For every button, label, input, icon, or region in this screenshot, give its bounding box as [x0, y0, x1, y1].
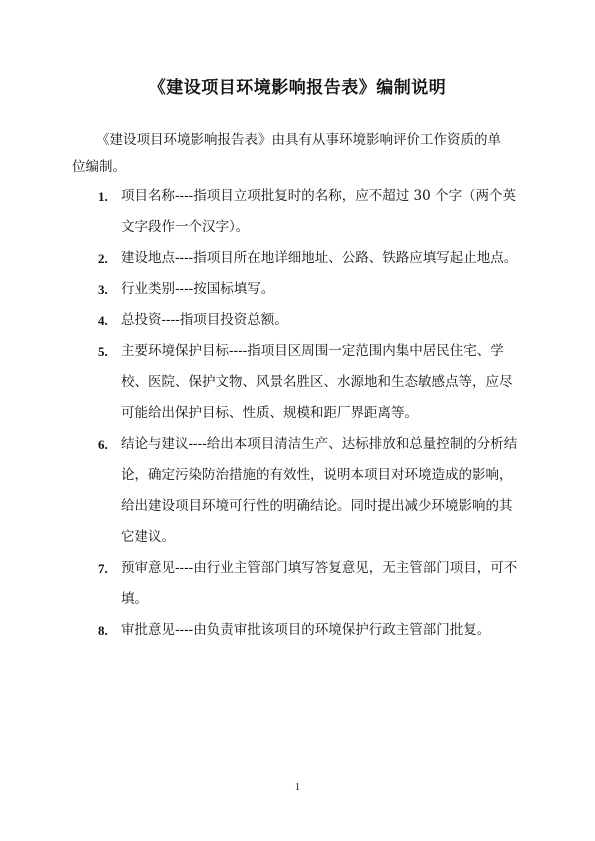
- list-item-line: 总投资----指项目投资总额。: [121, 312, 288, 328]
- document-title: 《建设项目环境影响报告表》编制说明: [148, 78, 447, 98]
- list-item-text: [121, 336, 531, 429]
- list-item-number: 5.: [98, 344, 108, 359]
- list-item-text: [121, 181, 531, 243]
- list-item-line: 结论与建议----给出本项目清洁生产、达标排放和总量控制的分析结: [121, 436, 518, 452]
- list-item-line: 论，确定污染防治措施的有效性，说明本项目对环境造成的影响，: [121, 467, 513, 483]
- list-item-text: [121, 243, 531, 274]
- list-item-text: [121, 615, 531, 646]
- list-item-line: 可能给出保护目标、性质、规模和距厂界距离等。: [121, 405, 418, 421]
- intro-line-2: 位编制。: [72, 159, 126, 175]
- list-item-line: 填。: [121, 591, 148, 607]
- list-item: [0, 553, 595, 615]
- list-item-line: 行业类别----按国标填写。: [121, 281, 275, 297]
- list-item-text: [121, 429, 531, 553]
- page-number: 1: [295, 782, 300, 793]
- list-item-number: 1.: [98, 189, 108, 204]
- list-item-line: 预审意见----由行业主管部门填写答复意见，无主管部门项目，可不: [121, 560, 518, 576]
- list-item-line: 审批意见----由负责审批该项目的环境保护行政主管部门批复。: [121, 622, 491, 638]
- intro-line-1: 《建设项目环境影响报告表》由具有从事环境影响评价工作资质的单: [96, 132, 501, 148]
- list-item: [0, 336, 595, 429]
- list-item-line: 项目名称----指项目立项批复时的名称，应不超过 30 个字（两个英: [121, 188, 517, 204]
- list-item-text: [121, 305, 531, 336]
- list-item-number: 7.: [98, 561, 108, 576]
- list-item: [0, 274, 595, 305]
- list-item-line: 建设地点----指项目所在地详细地址、公路、铁路应填写起止地点。: [121, 250, 518, 266]
- list-item-line: 它建议。: [121, 529, 175, 545]
- list-item: [0, 243, 595, 274]
- list-item: [0, 305, 595, 336]
- list-item-text: [121, 274, 531, 305]
- intro-paragraph: [72, 127, 526, 181]
- list-item-number: 8.: [98, 623, 108, 638]
- list-item-line: 校、医院、保护文物、风景名胜区、水源地和生态敏感点等，应尽: [121, 374, 513, 390]
- list-item-number: 4.: [98, 313, 108, 328]
- list-item-line: 给出建设项目环境可行性的明确结论。同时提出减少环境影响的其: [121, 498, 513, 514]
- instruction-list: [0, 181, 595, 646]
- list-item: [0, 615, 595, 646]
- list-item-text: [121, 553, 531, 615]
- list-item-number: 6.: [98, 437, 108, 452]
- list-item-number: 3.: [98, 282, 108, 297]
- list-item-number: 2.: [98, 251, 108, 266]
- list-item-line: 主要环境保护目标----指项目区周围一定范围内集中居民住宅、学: [121, 343, 504, 359]
- list-item: [0, 181, 595, 243]
- list-item-line: 文字段作一个汉字）。: [121, 219, 250, 235]
- list-item: [0, 429, 595, 553]
